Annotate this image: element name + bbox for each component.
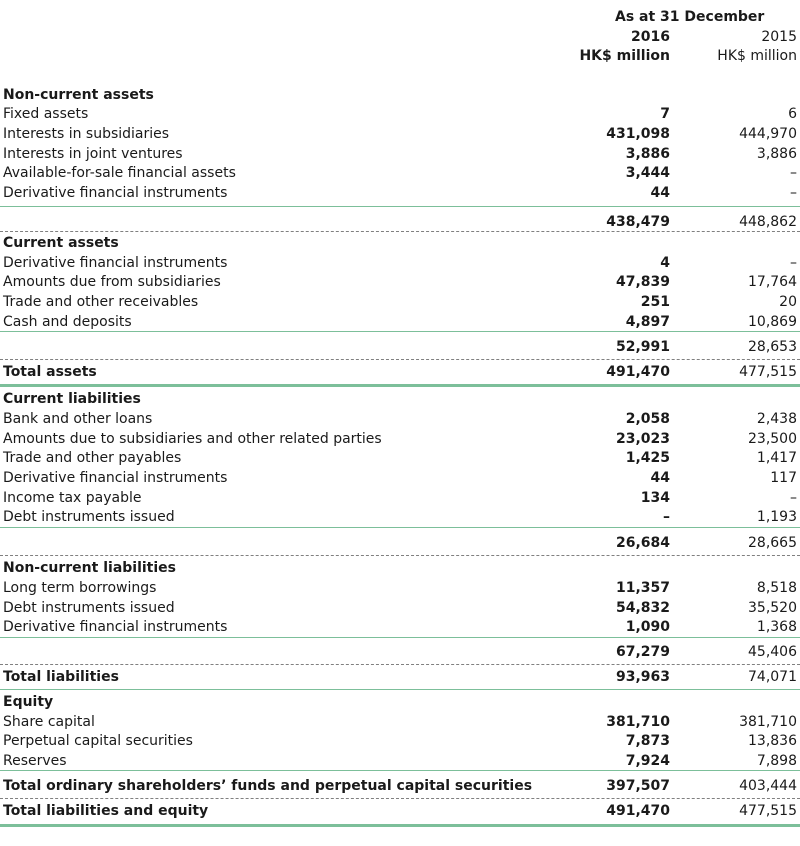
table-row [0,713,800,732]
row-label: Share capital [3,714,95,730]
value-2015: 6 [788,106,797,122]
row-label: Total assets [3,364,97,380]
period-label: As at 31 December [615,9,765,25]
table-row [0,430,800,449]
value-2016: 47,839 [615,274,670,290]
value-2016: 438,479 [606,214,670,230]
section-heading [0,86,800,105]
value-2016: 4,897 [625,314,670,330]
row-label: Perpetual capital securities [3,733,193,749]
value-2015: 448,862 [739,214,797,230]
value-2016: 1,090 [625,619,670,635]
year-prior: 2015 [761,29,797,45]
row-label: Bank and other loans [3,411,153,427]
dashed-divider [0,231,800,232]
table-row [0,508,800,527]
value-2016: 44 [650,470,670,486]
value-2015: 444,970 [739,126,797,142]
total-row [0,777,800,796]
row-label: Interests in subsidiaries [3,126,170,142]
value-2015: 35,520 [748,600,797,616]
row-label: Interests in joint ventures [3,146,183,162]
rule-divider [0,770,800,771]
row-label: Non-current assets [3,87,154,103]
rule-divider [0,384,800,387]
table-row [0,489,800,508]
value-2016: 26,684 [615,535,670,551]
table-row [0,410,800,429]
period-header [0,7,800,27]
row-label: Amounts due from subsidiaries [3,274,221,290]
value-2015: – [790,185,797,201]
row-label: Derivative financial instruments [3,255,228,271]
value-2016: 251 [640,294,670,310]
table-row [0,273,800,292]
value-2015: – [790,490,797,506]
value-2016: 7,873 [625,733,670,749]
value-2016: 11,357 [615,580,670,596]
dashed-divider [0,359,800,360]
unit-current: HK$ million [579,48,670,64]
value-2016: 1,425 [625,450,670,466]
value-2015: 117 [770,470,797,486]
value-2015: 403,444 [739,778,797,794]
value-2015: 7,898 [756,753,797,769]
row-label: Fixed assets [3,106,89,122]
table-row [0,313,800,332]
rule-divider [0,689,800,690]
subtotal-row [0,534,800,553]
row-label: Derivative financial instruments [3,185,228,201]
section-heading [0,234,800,253]
row-label: Total ordinary shareholders’ funds and perpetual capital securities [3,778,533,794]
row-label: Non-current liabilities [3,560,176,576]
rule-divider [0,527,800,528]
table-row [0,579,800,598]
value-2015: 3,886 [756,146,797,162]
value-2015: 8,518 [756,580,797,596]
rule-divider [0,637,800,638]
row-label: Trade and other receivables [3,294,199,310]
value-2015: 1,368 [756,619,797,635]
row-label: Cash and deposits [3,314,132,330]
table-row [0,145,800,164]
row-label: Equity [3,694,54,710]
value-2016: 491,470 [606,803,670,819]
unit-prior: HK$ million [717,48,797,64]
year-current: 2016 [631,29,670,45]
value-2016: 2,058 [625,411,670,427]
row-label: Total liabilities [3,669,119,685]
value-2015: 477,515 [739,803,797,819]
value-2016: 7,924 [625,753,670,769]
value-2016: – [663,509,670,525]
value-2016: 93,963 [615,669,670,685]
value-2016: 52,991 [615,339,670,355]
dashed-divider [0,664,800,665]
value-2015: 381,710 [739,714,797,730]
value-2016: 54,832 [615,600,670,616]
subtotal-row [0,213,800,232]
rule-divider [0,206,800,207]
row-label: Debt instruments issued [3,600,175,616]
value-2016: 381,710 [606,714,670,730]
row-label: Derivative financial instruments [3,619,228,635]
unit-header [0,46,800,66]
table-row [0,449,800,468]
value-2015: 17,764 [748,274,797,290]
subtotal-row [0,643,800,662]
table-row [0,618,800,637]
row-label: Current liabilities [3,391,141,407]
table-row [0,752,800,771]
value-2015: – [790,255,797,271]
rule-divider [0,824,800,827]
value-2015: 1,417 [756,450,797,466]
value-2016: 67,279 [615,644,670,660]
value-2015: 23,500 [748,431,797,447]
value-2016: 7 [660,106,670,122]
value-2016: 3,444 [625,165,670,181]
section-heading [0,559,800,578]
row-label: Available-for-sale financial assets [3,165,236,181]
value-2016: 134 [640,490,670,506]
total-row [0,668,800,687]
value-2015: 2,438 [756,411,797,427]
value-2015: 477,515 [739,364,797,380]
table-row [0,469,800,488]
table-row [0,254,800,273]
value-2016: 491,470 [606,364,670,380]
value-2015: 13,836 [748,733,797,749]
value-2016: 4 [660,255,670,271]
row-label: Long term borrowings [3,580,157,596]
table-row [0,164,800,183]
table-row [0,599,800,618]
value-2015: – [790,165,797,181]
value-2016: 44 [650,185,670,201]
total-row [0,802,800,821]
value-2015: 28,665 [748,535,797,551]
value-2015: 45,406 [748,644,797,660]
section-heading [0,390,800,409]
table-row [0,184,800,203]
dashed-divider [0,798,800,799]
subtotal-row [0,338,800,357]
value-2016: 431,098 [606,126,670,142]
row-label: Trade and other payables [3,450,182,466]
year-header [0,27,800,47]
section-heading [0,693,800,712]
row-label: Derivative financial instruments [3,470,228,486]
row-label: Income tax payable [3,490,142,506]
total-row [0,363,800,382]
table-row [0,732,800,751]
row-label: Total liabilities and equity [3,803,209,819]
value-2015: 10,869 [748,314,797,330]
row-label: Current assets [3,235,119,251]
value-2016: 3,886 [625,146,670,162]
table-row [0,293,800,312]
value-2016: 397,507 [606,778,670,794]
row-label: Amounts due to subsidiaries and other related parties [3,431,382,447]
row-label: Reserves [3,753,67,769]
row-label: Debt instruments issued [3,509,175,525]
table-row [0,105,800,124]
value-2015: 74,071 [748,669,797,685]
value-2015: 1,193 [756,509,797,525]
dashed-divider [0,555,800,556]
value-2016: 23,023 [615,431,670,447]
rule-divider [0,331,800,332]
table-row [0,125,800,144]
value-2015: 20 [779,294,797,310]
value-2015: 28,653 [748,339,797,355]
